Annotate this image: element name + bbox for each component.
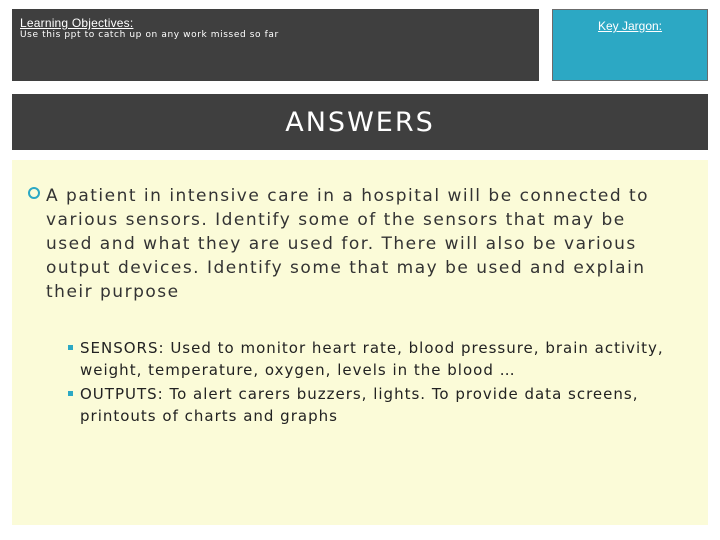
answer-item-outputs bbox=[68, 383, 688, 427]
key-jargon-link[interactable]: Key Jargon: bbox=[597, 19, 663, 33]
key-jargon-panel bbox=[552, 9, 708, 81]
learning-objectives-panel bbox=[12, 9, 539, 81]
slide-title-bar bbox=[12, 94, 708, 150]
square-bullet-icon bbox=[68, 391, 73, 396]
learning-objectives-title[interactable]: Learning Objectives: bbox=[20, 16, 134, 30]
learning-objectives-text: Use this ppt to catch up on any work missed so far bbox=[20, 30, 279, 40]
slide-title: ANSWERS bbox=[285, 106, 435, 138]
answer-text: SENSORS: Used to monitor heart rate, blood pressure, brain activity, weight, temperature, oxygen, levels in the blood … bbox=[80, 339, 664, 379]
answer-item-sensors bbox=[68, 337, 688, 381]
circle-bullet-icon bbox=[28, 187, 40, 199]
answer-text: OUTPUTS: To alert carers buzzers, lights. To provide data screens, printouts of charts and graphs bbox=[80, 385, 639, 425]
question-text: A patient in intensive care in a hospital will be connected to various sensors. Identify some of the sensors that may be used and what they are used for. There will also be various output devices. Identify some that may be used and explain their purpose bbox=[46, 186, 650, 302]
answers-list bbox=[68, 337, 688, 429]
square-bullet-icon bbox=[68, 345, 73, 350]
